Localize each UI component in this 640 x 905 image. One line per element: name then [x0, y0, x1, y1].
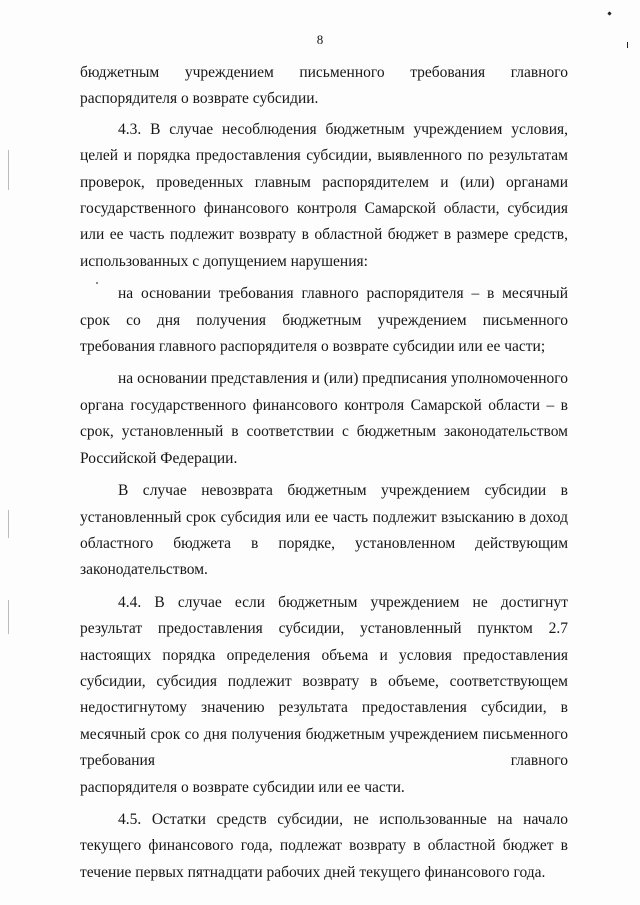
scan-mark-left-edge-3 — [8, 600, 9, 634]
paragraph-4-5: 4.5. Остатки средств субсидии, не использованные на начало текущего финансового года, подлежат возврату в областной бюджет в течение первых пятнадцати рабочих дней текущего финансового года. — [80, 810, 568, 881]
paragraph-line: бюджетным учреждением письменного требования главного — [80, 64, 568, 81]
paragraph-text: 4.4. В случае если бюджетным учреждением не достигнут результат предоставления субсидии, установленный пунктом 2.7 настоящих порядка определения объема и условия предоставления субсидии, субсидия подлежит возврату в объеме, соответствующем недостигнутому значению результата предоставления субсидии, в месячный срок со дня получения бюджетным учреждением письменного требования главного — [80, 593, 568, 770]
scan-mark-left-edge-2 — [8, 510, 9, 538]
paragraph-text: распорядителя о возврате субсидии или ее части. — [80, 778, 405, 796]
scan-mark-left-edge-1 — [8, 150, 9, 190]
scan-mark-right-edge — [627, 42, 628, 48]
paragraph-non-return — [80, 478, 568, 584]
scan-mark-top-right — [607, 11, 611, 15]
paragraph-text: законодательством. — [80, 561, 208, 579]
document-body — [80, 60, 568, 892]
page-number: 8 — [316, 32, 324, 47]
paragraph-4-3: 4.3. В случае несоблюдения бюджетным учреждением условия, целей и порядка предоставления субсидии, выявленного по результатам проверок, проведенных главным распорядителем и (или) органами государственного финансового контроля Самарской области, субсидия или ее часть подлежит возврату в областной бюджет в размере средств, использованных с допущением нарушения: — [80, 120, 568, 270]
paragraph-continuation — [80, 60, 568, 113]
paragraph-4-4 — [80, 590, 568, 801]
paragraph-requirement: на основании требования главного распорядителя – в месячный срок со дня получения бюджетным учреждением письменного требования главного распорядителя о возврате субсидии или ее части; — [80, 285, 568, 356]
paragraph-representation: на основании представления и (или) предписания уполномоченного органа государственного финансового контроля Самарской области – в срок, установленный в соответствии с бюджетным законодательством Российской Федерации. — [80, 370, 568, 467]
paragraph-line: распорядителя о возврате субсидии. — [80, 90, 319, 108]
paragraph-text: В случае невозврата бюджетным учреждением субсидии в установленный срок субсидия или ее часть подлежит взысканию в доход областного бюджета в порядке, установленном действующим — [80, 482, 568, 552]
